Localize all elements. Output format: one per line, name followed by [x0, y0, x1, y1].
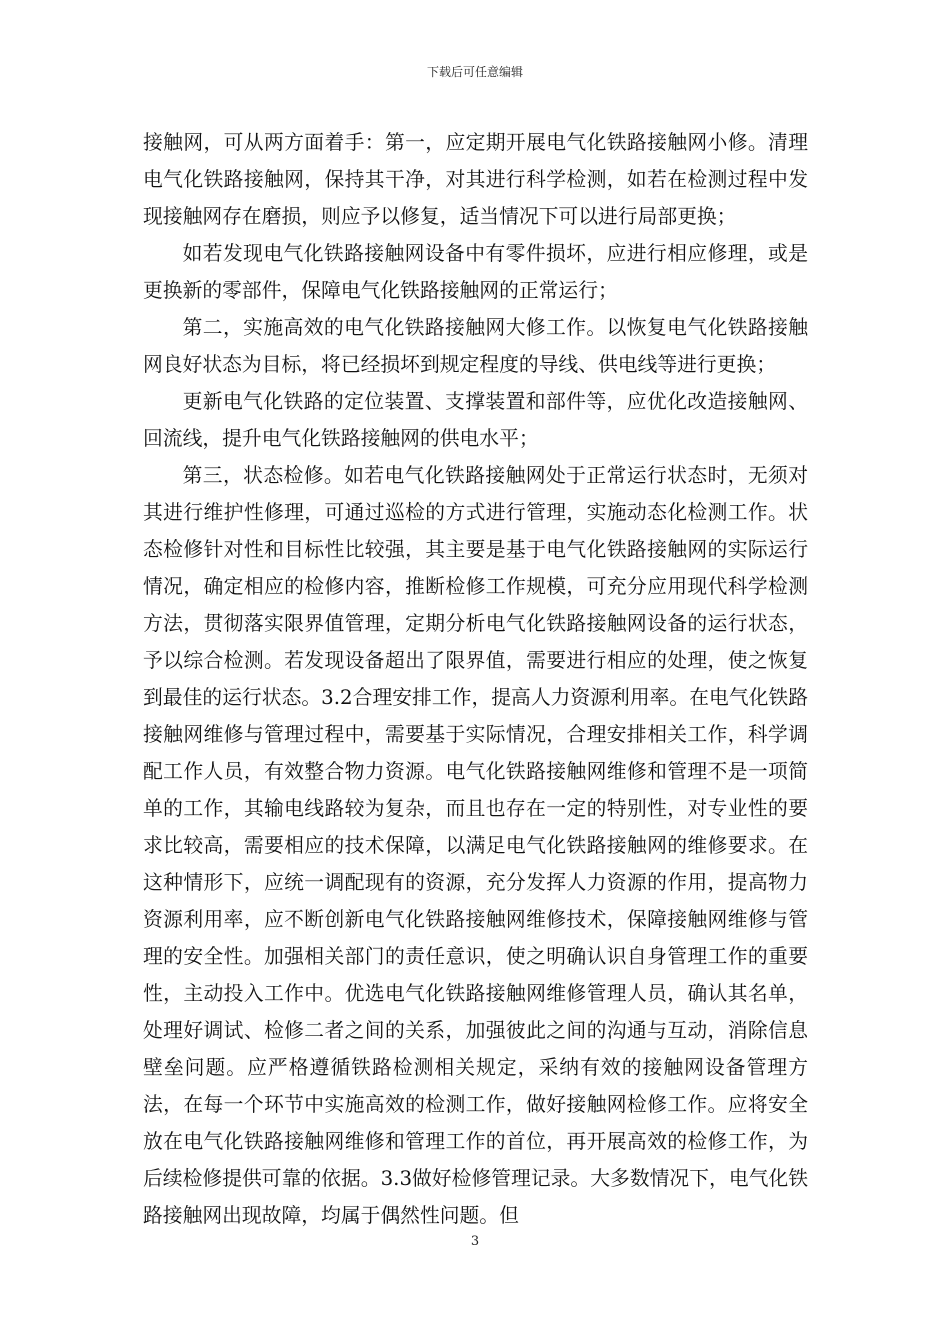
paragraph: 如若发现电气化铁路接触网设备中有零件损坏，应进行相应修理，或是更换新的零部件，保障电气化铁路接触网的正常运行； — [143, 242, 808, 302]
paragraph: 第三，状态检修。如若电气化铁路接触网处于正常运行状态时，无须对其进行维护性修理，可通过巡检的方式进行管理，实施动态化检测工作。状态检修针对性和目标性比较强，其主要是基于电气化铁路接触网的实际运行情况，确定相应的检修内容，推断检修工作规模，可充分应用现代科学检测方法，贯彻落实限界值管理，定期分析电气化铁路接触网设备的运行状态，予以综合检测。若发现设备超出了限界值，需要进行相应的处理，使之恢复到最佳的运行状态。3.2合理安排工作，提高人力资源利用率。在电气化铁路接触网维修与管理过程中，需要基于实际情况，合理安排相关工作，科学调配工作人员，有效整合物力资源。电气化铁路接触网维修和管理不是一项简单的工作，其输电线路较为复杂，而且也存在一定的特别性，对专业性的要求比较高，需要相应的技术保障，以满足电气化铁路接触网的维修要求。在这种情形下，应统一调配现有的资源，充分发挥人力资源的作用，提高物力资源利用率，应不断创新电气化铁路接触网维修技术，保障接触网维修与管理的安全性。加强相关部门的责任意识，使之明确认识自身管理工作的重要性，主动投入工作中。优选电气化铁路接触网维修管理人员，确认其名单，处理好调试、检修二者之间的关系，加强彼此之间的沟通与互动，消除信息壁垒问题。应严格遵循铁路检测相关规定，采纳有效的接触网设备管理方法，在每一个环节中实施高效的检测工作，做好接触网检修工作。应将安全放在电气化铁路接触网维修和管理工作的首位，再开展高效的检修工作，为后续检修提供可靠的依据。3.3做好检修管理记录。大多数情况下，电气化铁路接触网出现故障，均属于偶然性问题。但 — [143, 464, 808, 1227]
document-body — [143, 124, 808, 1234]
paragraph: 接触网，可从两方面着手：第一，应定期开展电气化铁路接触网小修。清理电气化铁路接触网，保持其干净，对其进行科学检测，如若在检测过程中发现接触网存在磨损，则应予以修复，适当情况下可以进行局部更换； — [143, 131, 808, 228]
paragraph: 第二，实施高效的电气化铁路接触网大修工作。以恢复电气化铁路接触网良好状态为目标，将已经损坏到规定程度的导线、供电线等进行更换； — [143, 316, 808, 376]
page-number: 3 — [470, 1234, 480, 1249]
paragraph: 更新电气化铁路的定位装置、支撑装置和部件等，应优化改造接触网、回流线，提升电气化铁路接触网的供电水平； — [143, 390, 808, 450]
page-header: 下载后可任意编辑 — [426, 65, 523, 79]
